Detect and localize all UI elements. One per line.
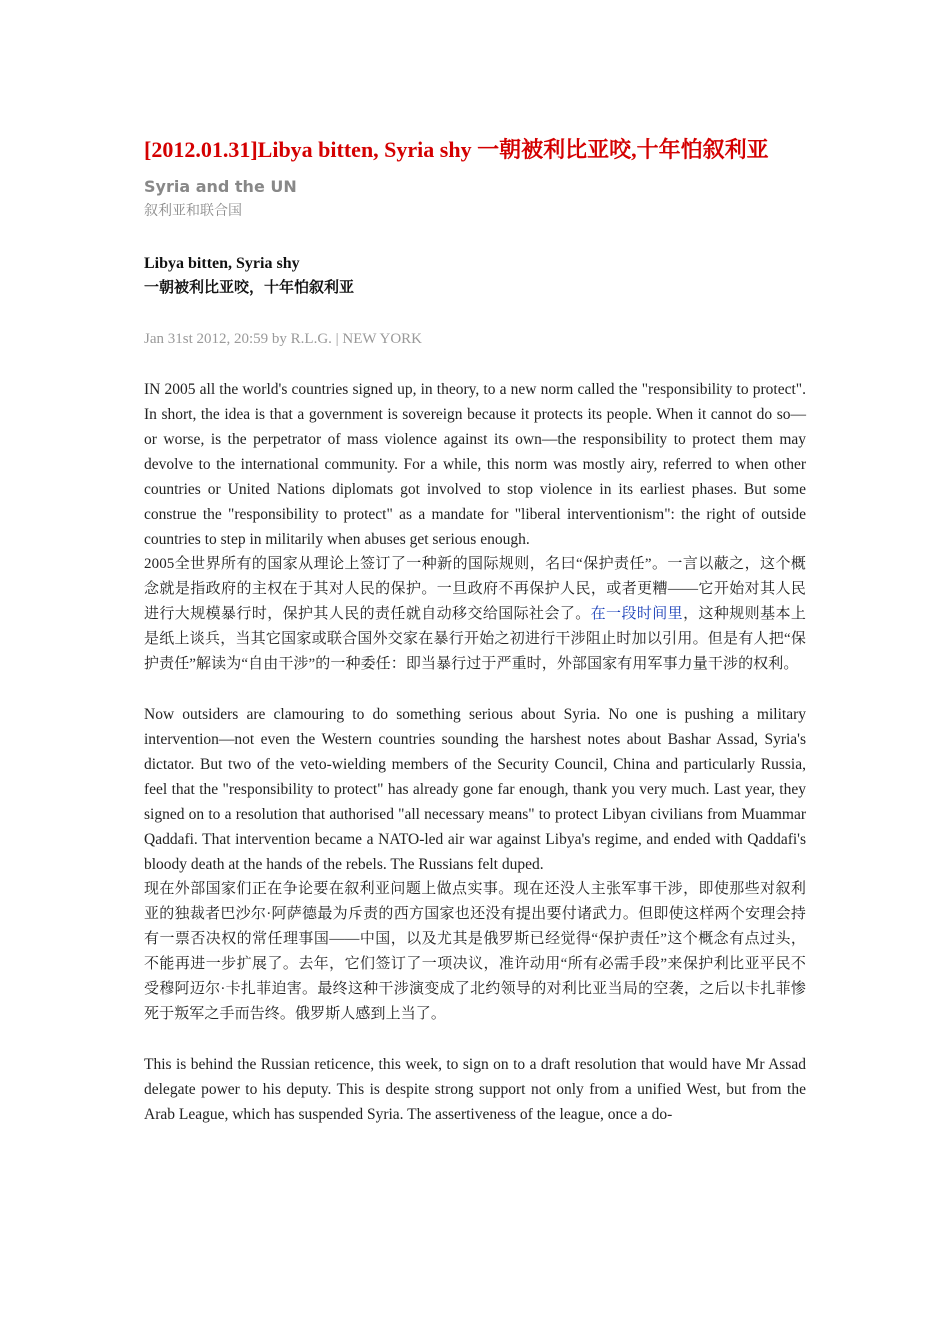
paragraph-2-en: Now outsiders are clamouring to do something serious about Syria. No one is pushing a military intervention—not even the Western countries sounding the harshest notes about Bashar Assad, Syria's dictator. But two of the veto-wielding members of the Security Council, China and particularly Russia, feel that the "responsibility to protect" has already gone far enough, thank you very much. Last year, they signed on to a resolution that authorised "all necessary means" to protect Libyan civilians from Muammar Qaddafi. That intervention became a NATO-led air war against Libya's regime, and ended with Qaddafi's bloody death at the hands of the rebels. The Russians felt duped. (144, 706, 806, 873)
headline-zh: 一朝被利比亚咬，十年怕叙利亚 (144, 280, 355, 296)
paragraph-3 (144, 1052, 806, 1127)
document-title: [2012.01.31]Libya bitten, Syria shy 一朝被利比亚咬,十年怕叙利亚 (144, 137, 769, 162)
inline-link[interactable]: 在一段时间里 (590, 606, 684, 622)
headline-en: Libya bitten, Syria shy (144, 255, 300, 272)
paragraph-2-zh: 现在外部国家们正在争论要在叙利亚问题上做点实事。现在还没人主张军事干涉，即使那些对叙利亚的独裁者巴沙尔·阿萨德最为斥责的西方国家也还没有提出要付诸武力。但即使这样两个安理会持有一票否决权的常任理事国——中国，以及尤其是俄罗斯已经觉得“保护责任”这个概念有点过头，不能再进一步扩展了。去年，它们签订了一项决议，准许动用“所有必需手段”来保护利比亚平民不受穆阿迈尔·卡扎菲迫害。最终这种干涉演变成了北约领导的对利比亚当局的空袭，之后以卡扎菲惨死于叛军之手而告终。俄罗斯人感到上当了。 (144, 881, 806, 1022)
paragraph-3-en: This is behind the Russian reticence, this week, to sign on to a draft resolution that would have Mr Assad delegate power to his deputy. This is despite strong support not only from a unified West, but from the Arab League, which has suspended Syria. The assertiveness of the league, once a do- (144, 1056, 806, 1123)
article (144, 134, 806, 1127)
section-title-zh: 叙利亚和联合国 (144, 203, 242, 219)
paragraph-1 (144, 377, 806, 677)
paragraph-1-en: IN 2005 all the world's countries signed up, in theory, to a new norm called the "responsibility to protect". In short, the idea is that a government is sovereign because it protects its people. When it cannot do so—or worse, is the perpetrator of mass violence against its own—the responsibility to protect them may devolve to the international community. For a while, this norm was mostly airy, referred to when other countries or United Nations diplomats got involved to stop violence in its earliest phases. But some construe the "responsibility to protect" as a mandate for "liberal interventionism": the right of outside countries to step in militarily when abuses get serious enough. (144, 381, 806, 548)
paragraph-2 (144, 702, 806, 1027)
paragraph-1-zh-part-b: ，这种规则基本上是纸上谈兵，当其它国家或联合国外交家在暴行开始之初进行干涉阻止时加以引用。但是有人把“保护责任”解读为“自由干涉”的一种委任：即当暴行过于严重时，外部国家有用军事力量干涉的权利。 (144, 606, 806, 672)
section-title-en: Syria and the UN (144, 177, 297, 196)
paragraph-1-zh-part-a: 2005全世界所有的国家从理论上签订了一种新的国际规则，名曰“保护责任”。一言以蔽之，这个概念就是指政府的主权在于其对人民的保护。一旦政府不再保护人民，或者更糟——它开始对其人民进行大规模暴行时，保护其人民的责任就自动移交给国际社会了。 (144, 556, 806, 622)
paragraph-1-zh (144, 552, 806, 677)
dateline: Jan 31st 2012, 20:59 by R.L.G. | NEW YORK (144, 331, 422, 347)
